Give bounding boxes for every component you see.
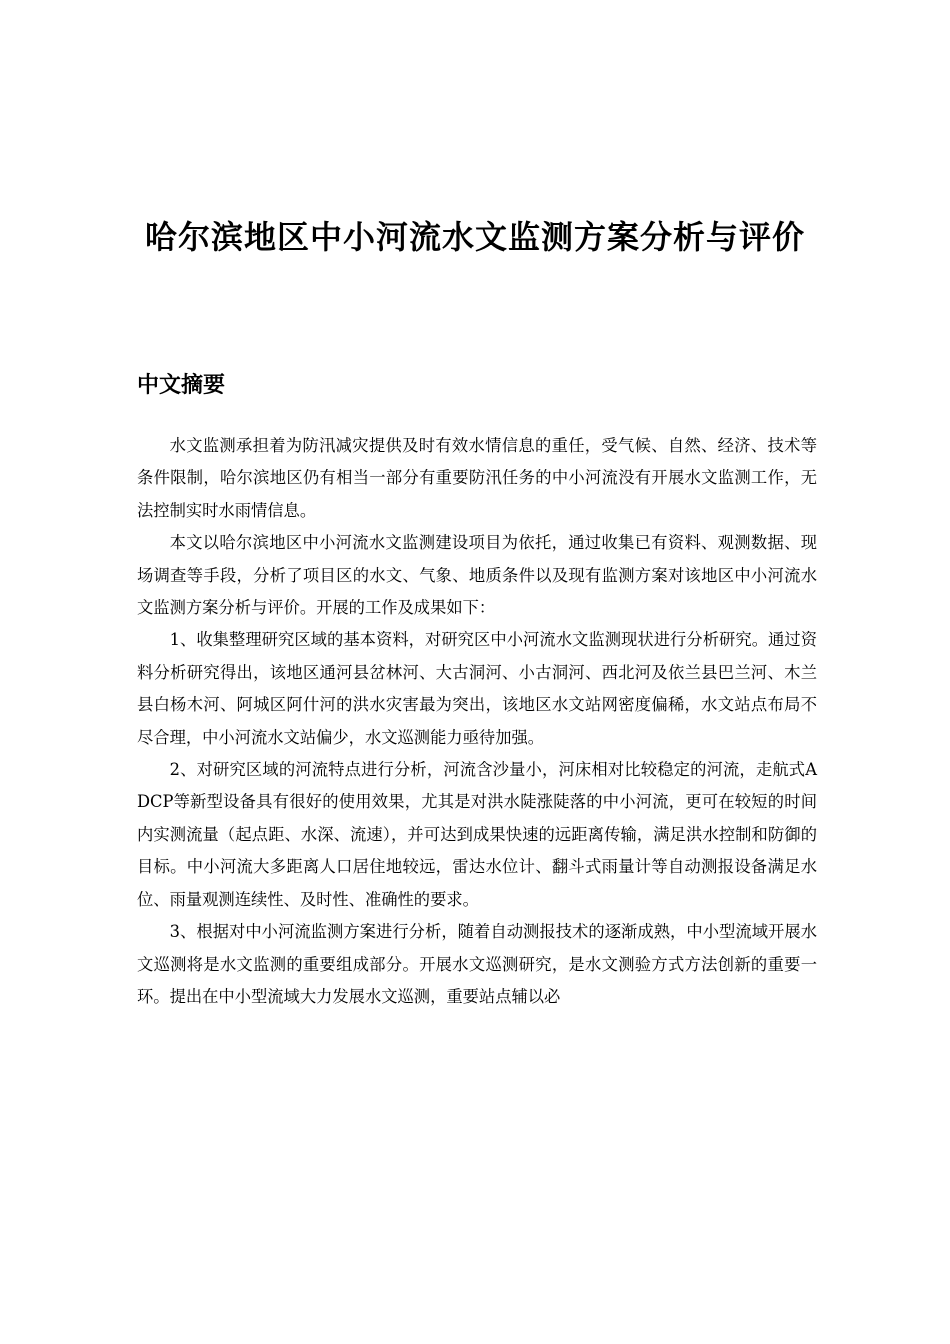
abstract-paragraph: 水文监测承担着为防汛减灾提供及时有效水情信息的重任，受气候、自然、经济、技术等条件限制，哈尔滨地区仍有相当一部分有重要防汛任务的中小河流没有开展水文监测工作，无法控制实时水雨情信息。: [137, 436, 817, 520]
abstract-body: [137, 430, 817, 1013]
abstract-paragraph: 本文以哈尔滨地区中小河流水文监测建设项目为依托，通过收集已有资料、观测数据、现场调查等手段，分析了项目区的水文、气象、地质条件以及现有监测方案对该地区中小河流水文监测方案分析与评价。开展的工作及成果如下：: [137, 533, 817, 618]
abstract-paragraph: 1、收集整理研究区域的基本资料，对研究区中小河流水文监测现状进行分析研究。通过资料分析研究得出，该地区通河县岔林河、大古洞河、小古洞河、西北河及依兰县巴兰河、木兰县白杨木河、阿城区阿什河的洪水灾害最为突出，该地区水文站网密度偏稀，水文站点布局不尽合理，中小河流水文站偏少，水文巡测能力亟待加强。: [137, 630, 817, 747]
document-title: 哈尔滨地区中小河流水文监测方案分析与评价: [144, 218, 805, 256]
abstract-paragraph: 2、对研究区域的河流特点进行分析，河流含沙量小，河床相对比较稳定的河流，走航式ADCP等新型设备具有很好的使用效果，尤其是对洪水陡涨陡落的中小河流，更可在较短的时间内实测流量（起点距、水深、流速），并可达到成果快速的远距离传输，满足洪水控制和防御的目标。中小河流大多距离人口居住地较远，雷达水位计、翻斗式雨量计等自动测报设备满足水位、雨量观测连续性、及时性、准确性的要求。: [137, 760, 817, 909]
abstract-heading: 中文摘要: [137, 373, 226, 398]
abstract-paragraph: 3、根据对中小河流监测方案进行分析，随着自动测报技术的逐渐成熟，中小型流域开展水文巡测将是水文监测的重要组成部分。开展水文巡测研究，是水文测验方式方法创新的重要一环。提出在中小型流域大力发展水文巡测，重要站点辅以必: [137, 922, 817, 1006]
